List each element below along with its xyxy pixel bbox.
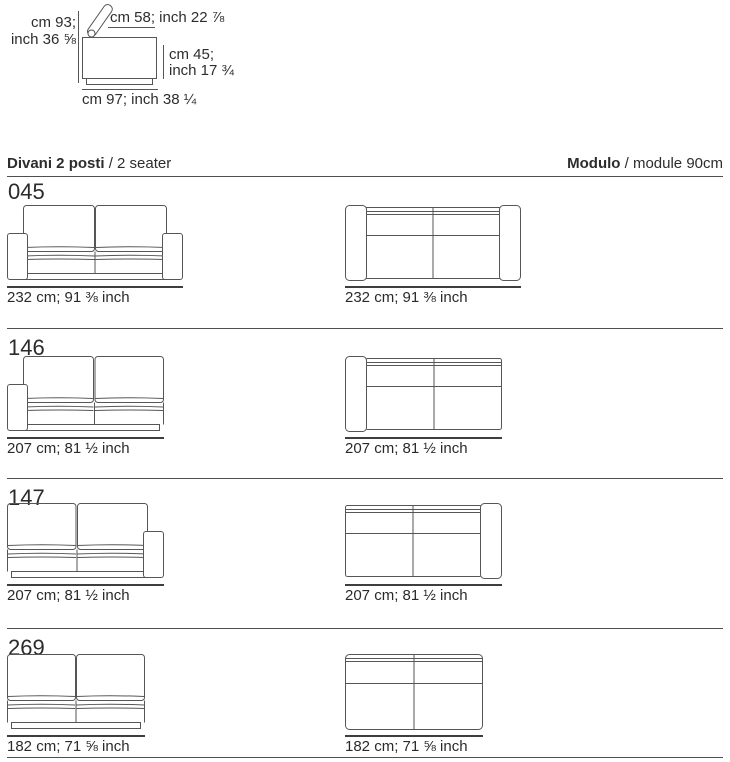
armrest-left — [346, 206, 367, 281]
model-row-045 — [7, 173, 723, 329]
section-title-left — [7, 155, 171, 172]
dimension-label: 207 cm; 81 ½ inch — [345, 437, 502, 457]
back-cushion — [78, 504, 148, 550]
model-code: 147 — [8, 485, 45, 510]
seat-seams — [24, 247, 167, 274]
sofa-top-view-armless — [345, 654, 483, 730]
front-view-figure — [7, 205, 183, 306]
sofa-top-view-both-arms — [345, 205, 521, 281]
armrest-right — [163, 234, 183, 280]
armrest-left — [8, 385, 28, 431]
plinth — [13, 274, 178, 280]
seat-seams — [8, 696, 145, 723]
top-view-figure — [345, 356, 502, 457]
top-view-figure — [345, 654, 483, 755]
back-cushion — [24, 357, 94, 403]
back-cushion — [96, 206, 167, 252]
plinth — [12, 572, 159, 578]
model-row-147 — [7, 479, 723, 629]
seat-height-label-inch: inch 17 ¾ — [169, 62, 235, 79]
backrest-lines — [366, 208, 500, 279]
sofa-plinth-side — [87, 79, 153, 85]
dimension-label: 232 cm; 91 ⅜ inch — [7, 286, 183, 306]
height-label-cm: cm 93; — [30, 14, 76, 31]
back-depth-label: cm 58; inch 22 ⅞ — [110, 9, 225, 26]
dimension-label: 207 cm; 81 ½ inch — [7, 584, 164, 604]
section-title-right — [567, 155, 723, 172]
section-title-english: / 2 seater — [104, 155, 172, 172]
module-title-english: / module 90cm — [620, 155, 723, 172]
armrest-right — [500, 206, 521, 281]
dimension-label: 182 cm; 71 ⅝ inch — [7, 735, 145, 755]
module-title-italian: Modulo — [567, 155, 621, 172]
backrest-lines — [346, 506, 481, 577]
model-row-269 — [7, 629, 723, 758]
model-code: 269 — [8, 635, 45, 660]
backrest-lines — [346, 655, 482, 730]
seat-seams — [24, 398, 164, 425]
back-cushion — [77, 655, 145, 701]
model-row-146 — [7, 329, 723, 479]
armrest-right — [481, 504, 502, 579]
front-view-figure — [7, 356, 164, 457]
back-cushion — [8, 655, 76, 701]
plinth — [12, 723, 141, 729]
armrest-left — [346, 357, 367, 432]
total-depth-label: cm 97; inch 38 ¼ — [82, 91, 197, 108]
height-label-inch: inch 36 ⅝ — [10, 31, 76, 48]
top-view-figure — [345, 503, 502, 604]
back-cushion — [8, 504, 77, 550]
backrest-lines — [366, 359, 501, 430]
sofa-side-view-diagram — [0, 2, 240, 112]
dimension-label: 207 cm; 81 ½ inch — [345, 584, 502, 604]
plinth — [13, 425, 160, 431]
sofa-top-view-right-arm — [345, 503, 502, 579]
seat-seams — [8, 545, 148, 572]
dimension-label: 207 cm; 81 ½ inch — [7, 437, 164, 457]
back-cushion — [95, 357, 164, 403]
top-view-figure — [345, 205, 521, 306]
model-code: 146 — [8, 335, 45, 360]
armrest-right — [144, 532, 164, 578]
sofa-front-view-armless — [7, 654, 145, 729]
sofa-body-side — [83, 38, 157, 79]
sofa-top-view-left-arm — [345, 356, 502, 432]
dimension-label: 182 cm; 71 ⅝ inch — [345, 735, 483, 755]
back-cushion — [24, 206, 95, 252]
sofa-front-view-both-arms — [7, 205, 183, 280]
front-view-figure — [7, 503, 164, 604]
sofa-front-view-right-arm — [7, 503, 164, 578]
armrest-left — [8, 234, 28, 280]
section-title-italian: Divani 2 posti — [7, 155, 105, 172]
model-code: 045 — [8, 179, 45, 204]
dimension-label: 232 cm; 91 ⅜ inch — [345, 286, 521, 306]
seat-height-label-cm: cm 45; — [169, 46, 215, 63]
sofa-front-view-left-arm — [7, 356, 164, 431]
front-view-figure — [7, 654, 145, 755]
headrest-hinge-icon — [88, 30, 95, 37]
